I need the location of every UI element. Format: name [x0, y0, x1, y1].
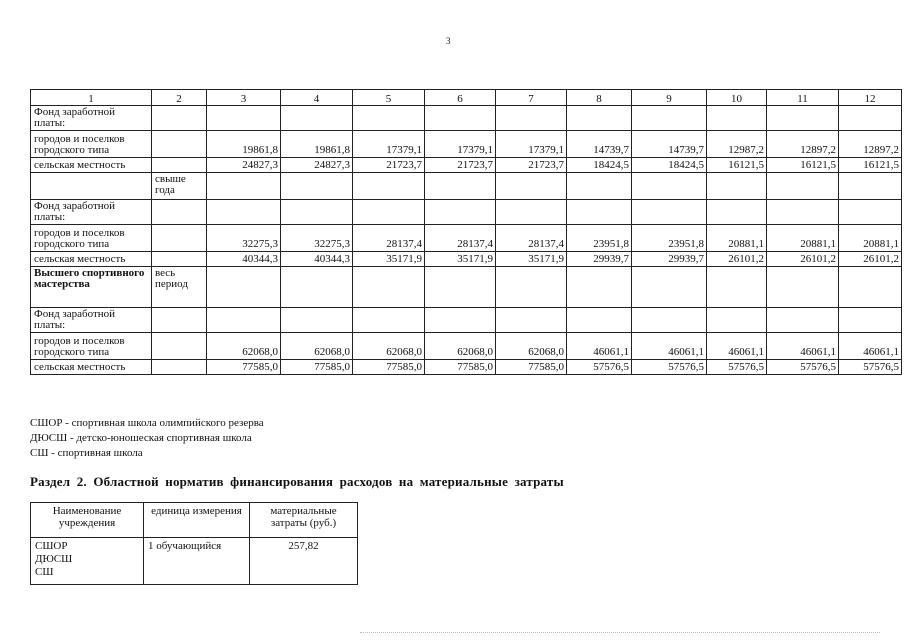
value-cell: 46061,1 — [707, 333, 767, 360]
value-cell: 29939,7 — [567, 252, 632, 267]
value-cell — [281, 106, 353, 131]
column-number: 9 — [632, 90, 707, 106]
value-cell: 62068,0 — [496, 333, 567, 360]
table-row — [31, 308, 902, 333]
table-row — [31, 158, 902, 173]
value-cell: 28137,4 — [425, 225, 496, 252]
page-number: 3 — [446, 36, 451, 46]
column-number: 1 — [31, 90, 152, 106]
value-cell: 57576,5 — [839, 360, 902, 375]
value-cell: 77585,0 — [281, 360, 353, 375]
value-cell — [281, 308, 353, 333]
scan-artifact — [360, 632, 880, 636]
value-cell: 12987,2 — [707, 131, 767, 158]
period-cell — [152, 225, 207, 252]
value-cell — [425, 173, 496, 200]
value-cell: 19861,8 — [281, 131, 353, 158]
value-cell: 19861,8 — [207, 131, 281, 158]
value-cell — [207, 267, 281, 308]
value-cell: 24827,3 — [207, 158, 281, 173]
value-cell: 46061,1 — [839, 333, 902, 360]
value-cell — [281, 173, 353, 200]
value-cell — [207, 106, 281, 131]
value-cell: 26101,2 — [767, 252, 839, 267]
value-cell: 35171,9 — [353, 252, 425, 267]
value-cell — [839, 308, 902, 333]
value-cell: 26101,2 — [839, 252, 902, 267]
value-cell — [839, 200, 902, 225]
value-cell: 62068,0 — [425, 333, 496, 360]
legend-line: ДЮСШ - детско-юношеская спортивная школа — [30, 432, 252, 444]
value-cell — [567, 173, 632, 200]
column-number: 10 — [707, 90, 767, 106]
value-cell: 23951,8 — [567, 225, 632, 252]
row-label: сельская местность — [31, 360, 152, 375]
period-cell — [152, 360, 207, 375]
row-label: Фонд заработной платы: — [31, 308, 152, 333]
value-cell — [425, 267, 496, 308]
value-cell: 16121,5 — [767, 158, 839, 173]
value-cell: 62068,0 — [281, 333, 353, 360]
value-cell: 20881,1 — [707, 225, 767, 252]
period-cell — [152, 158, 207, 173]
value-cell — [632, 267, 707, 308]
value-cell — [632, 308, 707, 333]
row-label: Фонд заработной платы: — [31, 106, 152, 131]
row-label: городов и поселков городского типа — [31, 131, 152, 158]
value-cell — [567, 106, 632, 131]
value-cell — [839, 106, 902, 131]
value-cell — [353, 106, 425, 131]
material-costs-row — [31, 538, 358, 585]
value-cell: 20881,1 — [839, 225, 902, 252]
row-label: сельская местность — [31, 252, 152, 267]
column-number: 4 — [281, 90, 353, 106]
section-2-title: Раздел 2. Областной норматив финансирования расходов на материальные затраты — [30, 474, 564, 489]
value-cell — [207, 173, 281, 200]
value-cell — [496, 200, 567, 225]
table-row — [31, 333, 902, 360]
value-cell: 16121,5 — [839, 158, 902, 173]
unit-cell: 1 обучающийся — [144, 538, 250, 585]
header-institution-name: Наименование учреждения — [31, 503, 144, 538]
institution-sshor: СШОР — [35, 540, 68, 552]
legend-line: СШ - спортивная школа — [30, 447, 143, 459]
table-row — [31, 252, 902, 267]
header-material-costs: материальные затраты (руб.) — [250, 503, 358, 538]
value-cell: 14739,7 — [632, 131, 707, 158]
value-cell — [707, 267, 767, 308]
period-cell: весь период — [152, 267, 207, 308]
value-cell: 12897,2 — [839, 131, 902, 158]
table-row — [31, 131, 902, 158]
value-cell — [353, 267, 425, 308]
value-cell: 57576,5 — [767, 360, 839, 375]
value-cell — [425, 200, 496, 225]
value-cell: 77585,0 — [207, 360, 281, 375]
value-cell — [281, 267, 353, 308]
row-label: Фонд заработной платы: — [31, 200, 152, 225]
value-cell: 62068,0 — [207, 333, 281, 360]
value-cell: 62068,0 — [353, 333, 425, 360]
period-cell — [152, 131, 207, 158]
table-row — [31, 267, 902, 308]
value-cell: 40344,3 — [207, 252, 281, 267]
column-number: 12 — [839, 90, 902, 106]
value-cell — [496, 106, 567, 131]
value-cell — [567, 308, 632, 333]
value-cell: 16121,5 — [707, 158, 767, 173]
value-cell — [767, 267, 839, 308]
value-cell: 28137,4 — [496, 225, 567, 252]
value-cell: 77585,0 — [425, 360, 496, 375]
value-cell: 17379,1 — [353, 131, 425, 158]
column-number: 7 — [496, 90, 567, 106]
value-cell: 20881,1 — [767, 225, 839, 252]
value-cell: 24827,3 — [281, 158, 353, 173]
value-cell — [707, 106, 767, 131]
cost-cell: 257,82 — [250, 538, 358, 585]
period-cell — [152, 200, 207, 225]
value-cell: 21723,7 — [496, 158, 567, 173]
value-cell — [707, 173, 767, 200]
value-cell: 77585,0 — [353, 360, 425, 375]
institution-dyussh: ДЮСШ — [35, 553, 73, 565]
value-cell: 46061,1 — [767, 333, 839, 360]
value-cell: 32275,3 — [281, 225, 353, 252]
value-cell: 32275,3 — [207, 225, 281, 252]
column-number: 6 — [425, 90, 496, 106]
value-cell: 21723,7 — [425, 158, 496, 173]
value-cell: 14739,7 — [567, 131, 632, 158]
value-cell: 21723,7 — [353, 158, 425, 173]
period-cell — [152, 106, 207, 131]
legend-line: СШОР - спортивная школа олимпийского резерва — [30, 417, 264, 429]
value-cell — [707, 308, 767, 333]
value-cell — [707, 200, 767, 225]
value-cell — [496, 308, 567, 333]
value-cell: 57576,5 — [567, 360, 632, 375]
value-cell: 35171,9 — [425, 252, 496, 267]
value-cell: 35171,9 — [496, 252, 567, 267]
column-number: 11 — [767, 90, 839, 106]
value-cell: 40344,3 — [281, 252, 353, 267]
column-number-row — [31, 90, 902, 106]
value-cell — [767, 200, 839, 225]
column-number: 2 — [152, 90, 207, 106]
value-cell — [353, 200, 425, 225]
period-cell — [152, 252, 207, 267]
column-number: 8 — [567, 90, 632, 106]
value-cell — [567, 200, 632, 225]
value-cell — [767, 173, 839, 200]
row-label: Высшего спортивного мастерства — [31, 267, 152, 308]
table-row — [31, 225, 902, 252]
value-cell — [496, 173, 567, 200]
period-cell — [152, 308, 207, 333]
value-cell — [839, 267, 902, 308]
value-cell: 26101,2 — [707, 252, 767, 267]
value-cell — [632, 200, 707, 225]
value-cell: 46061,1 — [632, 333, 707, 360]
value-cell: 57576,5 — [632, 360, 707, 375]
table-row — [31, 173, 902, 200]
table-row — [31, 360, 902, 375]
value-cell — [632, 173, 707, 200]
row-label — [31, 173, 152, 200]
column-number: 3 — [207, 90, 281, 106]
value-cell — [207, 308, 281, 333]
value-cell — [281, 200, 353, 225]
value-cell — [496, 267, 567, 308]
value-cell — [425, 308, 496, 333]
value-cell: 18424,5 — [567, 158, 632, 173]
value-cell: 29939,7 — [632, 252, 707, 267]
period-cell — [152, 333, 207, 360]
value-cell — [425, 106, 496, 131]
row-label: городов и поселков городского типа — [31, 333, 152, 360]
wage-fund-table-body — [31, 90, 902, 375]
value-cell — [767, 106, 839, 131]
value-cell — [839, 173, 902, 200]
value-cell: 18424,5 — [632, 158, 707, 173]
table-row — [31, 200, 902, 225]
value-cell: 77585,0 — [496, 360, 567, 375]
value-cell — [353, 308, 425, 333]
value-cell: 17379,1 — [425, 131, 496, 158]
value-cell: 17379,1 — [496, 131, 567, 158]
wage-fund-table — [30, 89, 902, 375]
period-cell: свыше года — [152, 173, 207, 200]
value-cell: 28137,4 — [353, 225, 425, 252]
table-row — [31, 106, 902, 131]
value-cell: 57576,5 — [707, 360, 767, 375]
institution-ssh: СШ — [35, 566, 54, 578]
institution-list — [31, 538, 144, 585]
row-label: городов и поселков городского типа — [31, 225, 152, 252]
value-cell — [207, 200, 281, 225]
value-cell — [632, 106, 707, 131]
header-unit: единица измерения — [144, 503, 250, 538]
material-costs-table — [30, 502, 358, 585]
material-costs-header-row — [31, 503, 358, 538]
value-cell — [353, 173, 425, 200]
column-number: 5 — [353, 90, 425, 106]
value-cell: 46061,1 — [567, 333, 632, 360]
value-cell: 12897,2 — [767, 131, 839, 158]
value-cell: 23951,8 — [632, 225, 707, 252]
row-label: сельская местность — [31, 158, 152, 173]
value-cell — [767, 308, 839, 333]
value-cell — [567, 267, 632, 308]
